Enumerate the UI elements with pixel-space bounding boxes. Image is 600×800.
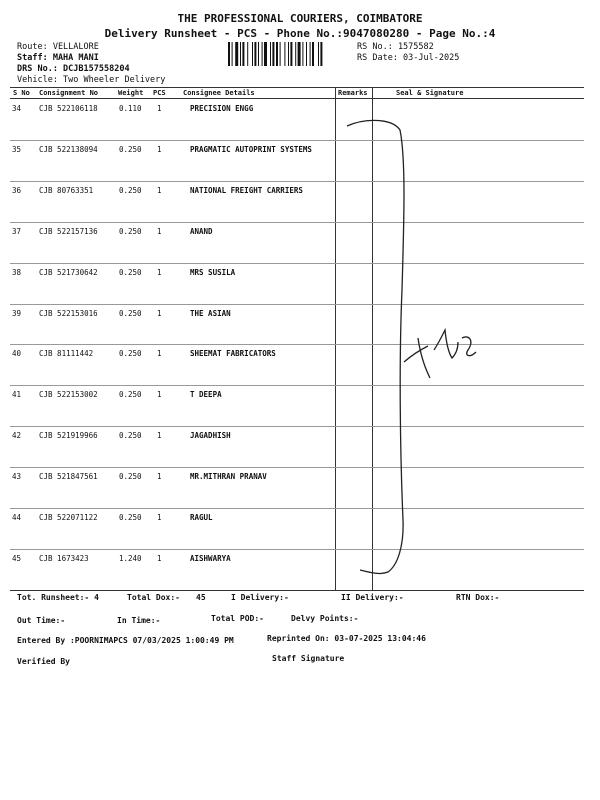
total-runsheet: Tot. Runsheet:- 4 bbox=[17, 593, 99, 602]
row-consignment-no: CJB 522153002 bbox=[39, 390, 98, 400]
row-consignment-no: CJB 521847561 bbox=[39, 472, 98, 482]
company-title: THE PROFESSIONAL COURIERS, COIMBATORE bbox=[177, 12, 423, 25]
row-weight: 0.250 bbox=[119, 267, 142, 277]
row-weight: 0.250 bbox=[119, 308, 142, 318]
row-consignment-no: CJB 521919966 bbox=[39, 431, 98, 441]
row-pcs: 1 bbox=[157, 390, 162, 400]
row-pcs: 1 bbox=[157, 472, 162, 482]
row-pcs: 1 bbox=[157, 226, 162, 236]
route-label: Route: VELLALORE bbox=[17, 42, 99, 52]
row-pcs: 1 bbox=[157, 104, 162, 113]
row-consignee-name: MR.MITHRAN PRANAV bbox=[190, 472, 267, 482]
row-pcs: 1 bbox=[157, 308, 162, 318]
column-header-remarks: Remarks bbox=[338, 89, 368, 97]
row-sno: 36 bbox=[12, 185, 22, 195]
row-consignee-name: RAGUL bbox=[190, 513, 213, 522]
row-weight: 0.250 bbox=[119, 513, 142, 522]
row-pcs: 1 bbox=[157, 267, 162, 277]
row-consignment-no: CJB 522138094 bbox=[39, 144, 98, 154]
row-consignment-no: CJB 522157136 bbox=[39, 226, 98, 236]
row-consignment-no: CJB 522071122 bbox=[39, 513, 98, 522]
row-sno: 37 bbox=[12, 226, 22, 236]
row-sno: 38 bbox=[12, 267, 22, 277]
entered-by: Entered By :POORNIMAPCS 07/03/2025 1:00:49 PM bbox=[17, 636, 234, 645]
runsheet-subtitle: Delivery Runsheet - PCS - Phone No.:9047080280 - Page No.:4 bbox=[104, 27, 496, 40]
drs-number: DRS No.: DCJB157558204 bbox=[17, 64, 130, 74]
row-consignee-name: JAGADHISH bbox=[190, 431, 231, 441]
rs-number: RS No.: 1575582 bbox=[357, 42, 434, 52]
out-time: Out Time:- bbox=[17, 616, 66, 625]
rs-date: RS Date: 03-Jul-2025 bbox=[357, 53, 460, 63]
row-consignment-no: CJB 521730642 bbox=[39, 267, 98, 277]
total-pod: Total POD:- bbox=[211, 614, 264, 623]
row-consignment-no: CJB 522153016 bbox=[39, 308, 98, 318]
row-weight: 0.250 bbox=[119, 349, 142, 359]
row-sno: 40 bbox=[12, 349, 22, 359]
row-consignment-no: CJB 1673423 bbox=[39, 553, 89, 563]
row-weight: 0.110 bbox=[119, 104, 142, 113]
row-consignee-name: PRECISION ENGG bbox=[190, 104, 254, 113]
column-header-consignee: Consignee Details bbox=[183, 89, 255, 97]
row-consignee-name: AISHWARYA bbox=[190, 553, 231, 563]
vehicle-label: Vehicle: Two Wheeler Delivery bbox=[17, 75, 166, 85]
row-weight: 0.250 bbox=[119, 144, 142, 154]
row-consignee-name: NATIONAL FREIGHT CARRIERS bbox=[190, 185, 303, 195]
row-weight: 0.250 bbox=[119, 185, 142, 195]
row-pcs: 1 bbox=[157, 185, 162, 195]
row-consignee-name: T DEEPA bbox=[190, 390, 222, 400]
total-dox-label: Total Dox:- bbox=[127, 593, 180, 602]
row-sno: 39 bbox=[12, 308, 22, 318]
row-pcs: 1 bbox=[157, 553, 162, 563]
row-sno: 43 bbox=[12, 472, 22, 482]
row-consignee-name: THE ASIAN bbox=[190, 308, 231, 318]
row-pcs: 1 bbox=[157, 513, 162, 522]
column-header-weight: Weight bbox=[118, 89, 144, 97]
staff-signature: Staff Signature bbox=[272, 654, 345, 663]
i-delivery: I Delivery:- bbox=[231, 593, 289, 602]
row-consignment-no: CJB 81111442 bbox=[39, 349, 94, 359]
row-weight: 1.240 bbox=[119, 553, 142, 563]
row-weight: 0.250 bbox=[119, 431, 142, 441]
column-header-seal-signature: Seal & Signature bbox=[396, 89, 464, 97]
row-sno: 44 bbox=[12, 513, 22, 522]
row-sno: 41 bbox=[12, 390, 22, 400]
column-header-sno: S No bbox=[13, 89, 30, 97]
reprinted-on: Reprinted On: 03-07-2025 13:04:46 bbox=[267, 634, 426, 643]
row-sno: 35 bbox=[12, 144, 22, 154]
total-dox-value: 45 bbox=[196, 593, 206, 602]
rtn-dox: RTN Dox:- bbox=[456, 593, 500, 602]
row-pcs: 1 bbox=[157, 144, 162, 154]
row-consignee-name: ANAND bbox=[190, 226, 213, 236]
row-weight: 0.250 bbox=[119, 226, 142, 236]
staff-label: Staff: MAHA MANI bbox=[17, 53, 99, 63]
column-header-pcs: PCS bbox=[153, 89, 166, 97]
verified-by: Verified By bbox=[17, 657, 70, 666]
row-sno: 42 bbox=[12, 431, 22, 441]
row-weight: 0.250 bbox=[119, 390, 142, 400]
row-consignee-name: MRS SUSILA bbox=[190, 267, 236, 277]
row-sno: 34 bbox=[12, 104, 22, 113]
ii-delivery: II Delivery:- bbox=[341, 593, 404, 602]
delvy-points: Delvy Points:- bbox=[291, 614, 359, 623]
row-weight: 0.250 bbox=[119, 472, 142, 482]
row-consignment-no: CJB 522106118 bbox=[39, 104, 98, 113]
row-consignment-no: CJB 80763351 bbox=[39, 185, 94, 195]
column-header-consignment: Consignment No bbox=[39, 89, 99, 97]
in-time: In Time:- bbox=[117, 616, 161, 625]
row-consignee-name: PRAGMATIC AUTOPRINT SYSTEMS bbox=[190, 144, 312, 154]
row-consignee-name: SHEEMAT FABRICATORS bbox=[190, 349, 276, 359]
row-pcs: 1 bbox=[157, 349, 162, 359]
row-pcs: 1 bbox=[157, 431, 162, 441]
row-sno: 45 bbox=[12, 553, 22, 563]
